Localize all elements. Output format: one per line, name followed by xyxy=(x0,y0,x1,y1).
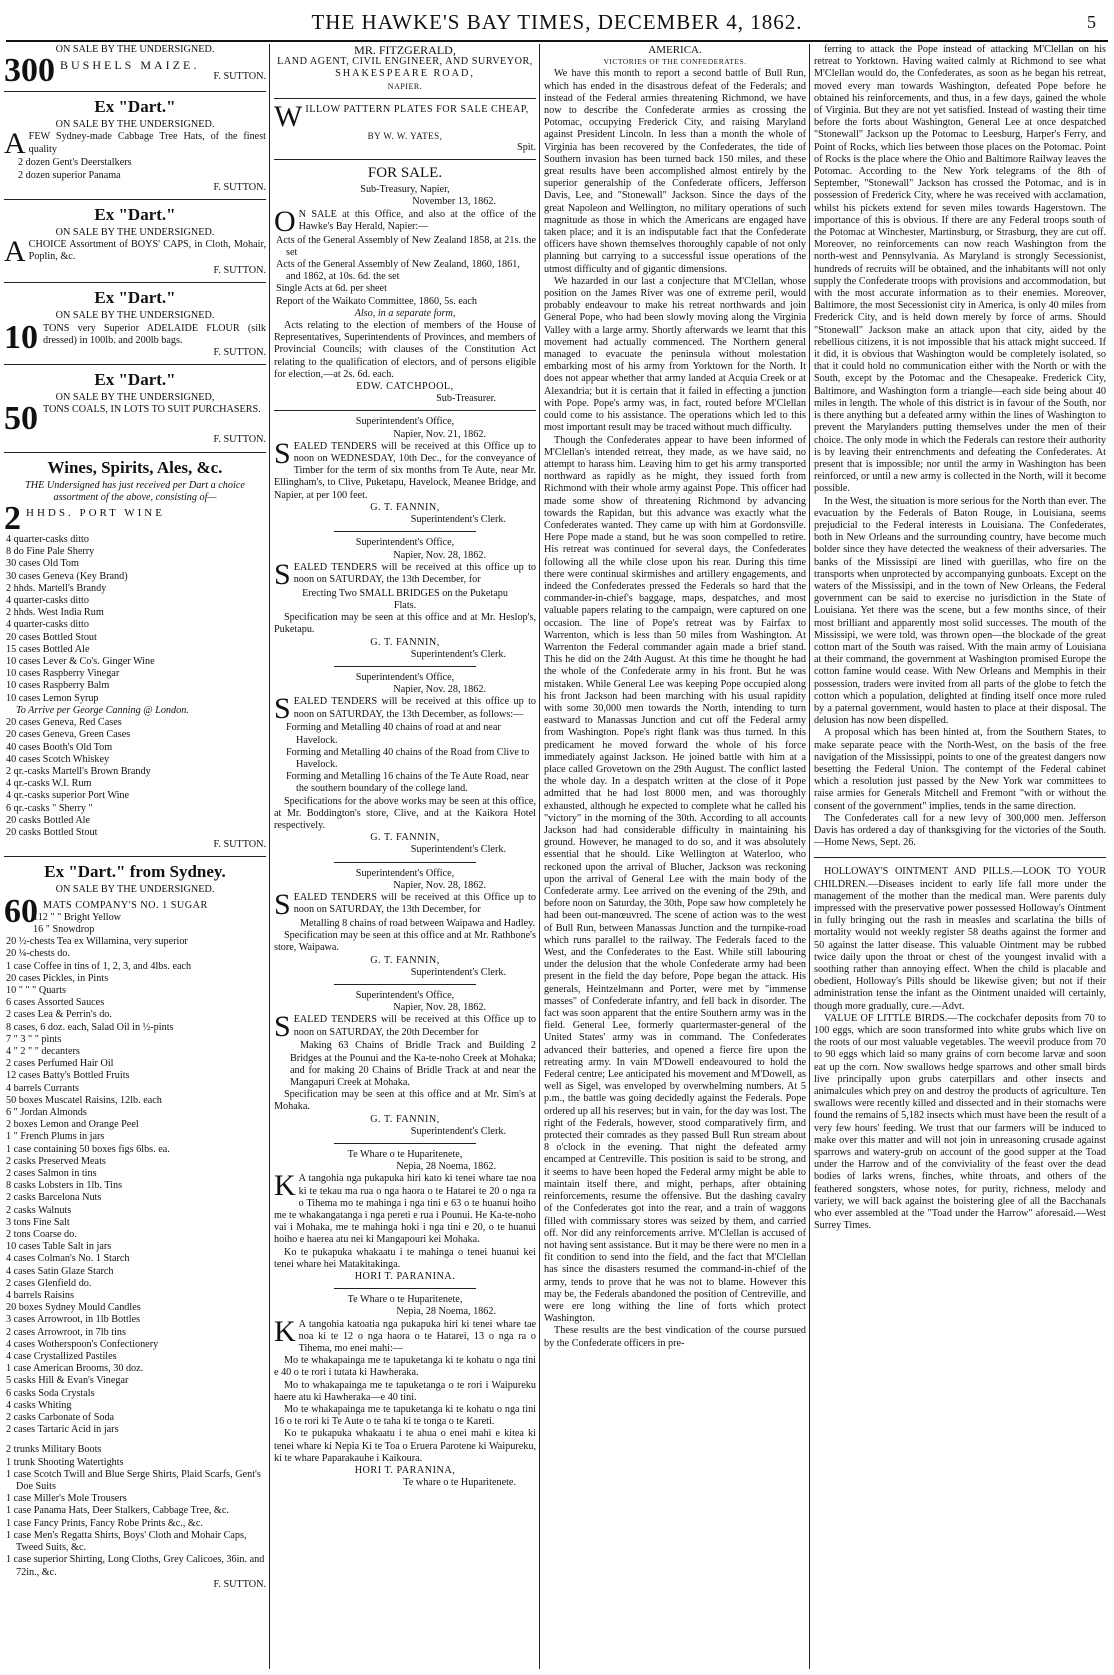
notice-spec: Specification may be seen at this office and at Mr. Rathbone's store, Waipawa. xyxy=(274,930,536,954)
column-3 xyxy=(544,44,806,1669)
notice-title: FOR SALE. xyxy=(367,165,443,182)
ad-header: ON SALE BY THE UNDERSIGNED. xyxy=(55,44,215,55)
ad-item-list xyxy=(4,1444,266,1578)
ad-item: 4 barrels Currants xyxy=(6,1082,79,1094)
drop-cap: A xyxy=(4,235,26,269)
ad-item: 2 casks Walnuts xyxy=(6,1204,72,1216)
ad-item: 20 ¼-chests do. xyxy=(6,948,70,960)
ad-item: 4 cases Colman's No. 1 Starch xyxy=(6,1253,130,1265)
ad-item: 2 cases Salmon in tins xyxy=(6,1168,97,1179)
notice-spec: Specification may be seen at this office and at Mr. Heslop's, Puketapu. xyxy=(274,612,536,636)
notice-body: Erecting Two SMALL BRIDGES on the Puketapu Flats. xyxy=(302,587,508,611)
ad-item: 4 cases Wotherspoon's Confectionery xyxy=(6,1338,159,1350)
ad-item: 40 cases Booth's Old Tom xyxy=(6,741,113,753)
notice-item: Acts of the General Assembly of New Zealand, 1860, 1861, and 1862, at 10s. 6d. the set xyxy=(276,259,520,283)
notice-date: Napier, Nov. 28, 1862. xyxy=(393,684,486,696)
notice-for-sale xyxy=(274,165,536,405)
ad-item: 40 cases Scotch Whiskey xyxy=(6,753,110,765)
ad-maize xyxy=(4,44,266,90)
ad-signature: F. SUTTON. xyxy=(213,71,266,83)
ad-item: 4 quarter-casks ditto xyxy=(6,534,89,546)
ad-item: 6 cases Assorted Sauces xyxy=(6,997,105,1009)
ad-header: ON SALE BY THE UNDERSIGNED. xyxy=(55,310,215,322)
notice-signature: EDW. CATCHPOOL, xyxy=(356,381,454,393)
ad-item: 5 casks Hill & Evan's Vinegar xyxy=(6,1375,129,1387)
ad-flour xyxy=(4,288,266,359)
notice-tender-mohaka xyxy=(274,990,536,1138)
ad-item: 1 case Panama Hats, Deer Stalkers, Cabbage Tree, &c. xyxy=(6,1505,229,1517)
drop-cap: W xyxy=(274,99,303,133)
ad-item: 3 tons Fine Salt xyxy=(6,1216,70,1228)
ad-text: ILLOW PATTERN PLATES FOR SALE CHEAP, xyxy=(305,103,529,115)
drop-cap: K xyxy=(274,1169,296,1203)
ad-item: 1 case Fancy Prints, Fancy Robe Prints &c., &c. xyxy=(6,1517,203,1529)
ad-header: ON SALE BY THE UNDERSIGNED. xyxy=(55,884,215,896)
ad-item: 1 case Men's Regatta Shirts, Boys' Cloth and Mohair Caps, Tweed Suits, &c. xyxy=(6,1529,247,1554)
ad-wines xyxy=(4,458,266,852)
ad-text: CHOICE Assortment of BOYS' CAPS, in Cloth, Mohair, Poplin, &c. xyxy=(28,239,266,263)
ad-item: 3 cases Arrowroot, in 1lb Bottles xyxy=(6,1314,141,1326)
rule xyxy=(4,282,266,283)
ad-item: 30 cases Old Tom xyxy=(6,558,79,570)
notice-body: Metalling 8 chains of road between Waipawa and Hadley. xyxy=(300,917,536,929)
rule xyxy=(334,984,476,985)
ad-item: 20 cases Geneva, Green Cases xyxy=(6,729,131,741)
rule xyxy=(4,452,266,453)
notice-signature: G. T. FANNIN, xyxy=(370,501,440,513)
ad-quantity: 50 xyxy=(4,400,38,438)
notice-text: N SALE at this Office, and also at the office of the Hawke's Bay Herald, Napier:— xyxy=(298,208,536,232)
article-subtitle: VICTORIES OF THE CONFEDERATES. xyxy=(603,57,747,67)
notice-body: Acts relating to the election of members of the House of Representatives, Superintendents of Provinces, and members of Provincial Councils; with clauses of the Constitution Act relating to the qualification of electors, and of persons eligible for election,—at 2s. 6d. each. xyxy=(274,320,536,380)
drop-cap: O xyxy=(274,204,296,238)
notice-office: Superintendent's Office, xyxy=(355,867,455,879)
ad-willow-plates xyxy=(274,99,536,154)
ad-item: 1 case Scotch Twill and Blue Serge Shirts, Plaid Scarfs, Gent's Doe Suits xyxy=(6,1468,261,1493)
column-1 xyxy=(4,44,266,1669)
rule xyxy=(4,199,266,200)
ad-sydney-goods xyxy=(4,862,266,1591)
notice-date: Napier, Nov. 28, 1862. xyxy=(393,879,486,891)
ad-item: 30 cases Geneva (Key Brand) xyxy=(6,570,128,582)
ad-signature: F. SUTTON. xyxy=(213,1578,266,1590)
ad-item: 4 quarter-casks ditto xyxy=(6,595,89,607)
rule xyxy=(334,1143,476,1144)
ad-title: Ex "Dart." xyxy=(94,288,176,308)
page-number: 5 xyxy=(1087,12,1096,32)
ad-hats xyxy=(4,97,266,194)
ad-item: 2 trunks Military Boots xyxy=(6,1444,102,1456)
article-paragraph: Though the Confederates appear to have been informed of M'Clellan's intended retreat, they made, as we have said, no attempt to harass him. Leaving him to get his army transported northward as rapidly as he might, they issued forth from Richmond with their whole army against Pope. This officer had made some show of threatening Richmond by advancing towards the Rapidan, but this advance was exactly what the Confederates wanted. They came up with him at Gordonsville. Here Pope made a stand, but he was soon compelled to retire. His retreat was continued for several days, the Confederates following all the while close upon his rear. During this time there were continual skirmishes and artillery engagements, and indeed the Confederates pressed the Federals so hard that the commander-in-chief's baggage, maps, despatches, and most valuable papers relating to the campaign, were captured on one occasion. The line of Pope's retreat was by Fairfax to Warrenton, which is less than 50 miles from Washington. At Warrenton the Federal commander again made a brief stand. This he did on the 24th August. At this time he thought he had the whole of the Confederate army in his front. But he was mistaken. While General Lee was keeping Pope occupied along his front Jackson had been marching with his usual rapidity with some 30,000 men towards the North, intending to turn eastward to Manassas Junction and cut off the Federal army from Washington. Pope's right flank was thus turned. In this predicament he moved forward the whole of his force immediately against Jackson. He joined battle with him at a place called Grovetown on the 29th August. The conflict lasted the whole day. In a despatch written at the close of it Pope admitted that he had lost 8000 men, and was thoroughly exhausted, although he expected to complete what he called his "victory" in the morning of the 30th. According to all accounts Jackson had had considerable difficulty in maintaining his ground. However, he managed to do so, and it was absolutely essential that he should. Like Wellington at Waterloo, who reckoned upon the arrival of Blucher, Jackson was reckoning upon the arrival of General Lee with the main body of the Confederate army. Lee arrived on the evening of the 29th, and before noon on Saturday, the 30th, Pope saw how completely he had been out-manœuvred. The scene of action was to the west of Bull Run, between Manassas Junction and the turnpike-road which runs parallel to the railway. The Federals faced to the West, and the Confederates to the East. While still labouring under the delusion that the whole Confederate army had been present in the field the day before, Pope began the attack. His generals, Heintzelmann and Porter, were met by "immense masses" of Confederate infantry, and fell back in disorder. The fact was soon apparent that the entire Southern army was in the field. General Lee, formerly quartermaster-general of the United States' army was in command. The Confederates advanced their batteries, and opened a fierce fire upon the retreating army. In vain M'Dowell endeavoured to hold the Federal centre; Lee anticipated his movement and M'Dowell, as well as Sigel, was enveloped by overwhelming numbers. At 5 p.m., the battle was going decidedly against the Federals. Pope ordered up all his reserves; but in vain, for the day was lost. The right of the Federals, however, stood comparatively firm, and protected their comrades as they passed Bull Run stream about 8 o'clock in the evening. That night the defeated army encamped at Centreville. This position is said to be strong, and it seems to have been hoped the Federal army might be able to maintain itself there, and might, perhaps, after obtaining reinforcements, resume the offensive. But the dashing cavalry of the Confederates got into the rear, and a train of waggons filled with commissary stores was seized by them, and carried off. Nor did any reinforcements arrive. M'Clellan is accused of not having sent assistance. But it may be there were no men in a fit condition to send into the field, and the fact that M'Clellan has since the disasters resumed the command-in-chief of the army, tends to prove that he was not to blame. However this may be, the Federals abandoned the position of Centreville, and were ere long withing the line of forts which protect Washington. xyxy=(544,434,806,1325)
item-text: The cockchafer deposits from 70 to 100 eggs, which are soon transformed into white grubs which live on the roots of our most valuable vegetables. The weevil produce from 70 to 90 eggs which laid so many grains of corn become larvæ and soon eat up the corn. Now swallows hedge sparrows and other small birds live principally upon grubs caterpillars and other insects and animalcules which prey on and destroy the products of agriculture. Ten swallows were recently killed and dissected and in their stomachs were found the remains of 5,182 insects which must have been the result of a very few hours' feeding. We trust that our farmers will be induced to make over this matter and will not join in unreasoning crusade against sparrows and watery-grub on account of the good supper at the Toad under the Harrow and of the conviviality of the feast over the dead bodies of larks wrens, finches, white throats, and others of the feathered songsters, whose notes, for purity, richness, melody and variety, we will back against the boistering glee of all the Bacchanals who ever assembled at the "Toad under the Harrow" aforesaid.—West Surrey Times. xyxy=(814,1012,1106,1232)
ad-place: Spit. xyxy=(517,142,536,154)
ad-item: 1 case Coffee in tins of 1, 2, 3, and 4lbs. each xyxy=(6,960,192,972)
rule xyxy=(334,531,476,532)
notice-text: EALED TENDERS will be received at this office up to noon on SATURDAY, the 13th December, for xyxy=(293,561,536,585)
ad-header: ON SALE BY THE UNDERSIGNED, xyxy=(55,392,215,404)
ad-item-list xyxy=(4,717,266,839)
ad-item: 20 cases Pickles, in Pints xyxy=(6,972,109,984)
rule xyxy=(4,364,266,365)
notice-role: Superintendent's Clerk. xyxy=(410,648,506,660)
ad-item: 20 casks Bottled Ale xyxy=(6,814,91,826)
article-paragraph: A proposal which has been hinted at, from the Southern States, to make separate peace with the North-West, on the basis of the free navigation of the Mississippi, points to one of the greatest dangers now besetting the Federal Union. The contempt of the Federal cabinet which a resolution just passed by the New York war committees to raise armies for Generals Mitchell and Fremont "with or without the consent of the government" implies, tends in the same direction. xyxy=(814,727,1106,812)
ad-item: 2 casks Preserved Meats xyxy=(6,1155,106,1167)
notice-date: Nepia, 28 Noema, 1862. xyxy=(396,1306,496,1318)
holloway-advertisement xyxy=(814,866,1106,1012)
article-paragraph: We hazarded in our last a conjecture that M'Clellan, whose position on the James River was one of extreme peril, would probably endeavour to make his retreat northwards and join General Pope, who had been slowly moving along the Virginia Valley with a large army. Shortly afterwards we learnt that this movement had actually commenced. The Northern general managed to evacuate the peninsula without molestation embarking most of his army from Yorktown for the North. It does not appear whether that army landed at Acquia Creek or at Alexandria; but it is certain that it failed in effecting a junction with Pope. Pope's army was, in fact, routed before M'Clellan could come to his assistance. The operations which led to this most important result may be traced without much difficulty. xyxy=(544,275,806,434)
notice-item: Acts of the General Assembly of New Zealand 1858, at 21s. the set xyxy=(276,234,536,258)
ad-item: 8 casks Lobsters in 1lb. Tins xyxy=(6,1180,123,1192)
rule xyxy=(334,1288,476,1289)
little-birds-item xyxy=(814,1013,1106,1233)
ad-item-list xyxy=(4,912,266,1437)
notice-role: Superintendent's Clerk. xyxy=(410,966,506,978)
ad-item: 4 casks Whiting xyxy=(6,1399,72,1411)
notice-item: Mo te whakapainga me te tapuketanga ki te kohatu o nga tini e 40 o te rori i tutata ki Hawheraka. xyxy=(274,1355,536,1379)
article-paragraph: We have this month to report a second battle of Bull Run, which has ended in the disastrous defeat of the Federals; and instead of the Federal armies threatening Richmond, we have now to describe the Confederate armies as crossing the Potomac, occupying Frederick City, and raising Maryland against President Lincoln. In less than a month the whole of Virginia has been recovered by the Confederates, the tide of Southern invasion has been turned back 150 miles, and these great results have been accomplished almost entirely by the superior generalship of the Confederate officers, Jefferson Davis, Lee, and "Stonewall" Jackson. Since the days of the great Napoleon and Wellington, no military operations of such magnitude as those in which the Americans are engaged have taken place; and it is an indisputable fact that the Confederate officers have shown themselves thoroughly capable of not only planning but carrying to a successful issue operations of the utmost difficulty and of gigantic dimensions. xyxy=(544,68,806,275)
ad-item: 2 qr.-casks Martell's Brown Brandy xyxy=(6,765,151,777)
ad-item: 8 cases, 6 doz. each, Salad Oil in ½-pints xyxy=(6,1021,174,1033)
notice-tender-bridges xyxy=(274,537,536,661)
column-divider xyxy=(269,44,270,1669)
notice-item: Single Acts at 6d. per sheet xyxy=(276,283,387,295)
ad-item: 20 ½-chests Tea ex Willamina, very superior xyxy=(6,936,188,948)
notice-role: Superintendent's Clerk. xyxy=(410,514,506,526)
ad-item: 4 quarter-casks ditto xyxy=(6,619,89,631)
notice-place: Sub-Treasury, Napier, xyxy=(360,184,450,196)
notice-tender-waipawa xyxy=(274,868,536,979)
drop-cap: A xyxy=(4,127,26,161)
notice-tender-timber xyxy=(274,416,536,526)
notice-office: Te Whare o te Huparitenete, xyxy=(347,1294,463,1306)
notice-office: Superintendent's Office, xyxy=(355,671,455,683)
ad-by: BY W. W. YATES, xyxy=(367,130,443,141)
ad-signature: F. SUTTON. xyxy=(213,347,266,359)
notice-item: Forming and Metalling 16 chains of the Te Aute Road, near the southern boundary of the college land. xyxy=(286,771,529,795)
ad-item: 1 case American Brooms, 30 doz. xyxy=(6,1363,144,1375)
notice-signature: G. T. FANNIN, xyxy=(370,832,440,844)
article-paragraph: In the West, the situation is more serious for the North than ever. The evacuation by the Federals of Baton Rouge, in Louisiana, seems prejudicial to the Federal interests in Louisiana. The Confederates, both in New Orleans and the surrounding country, have become much bolder since they have detected the weakness of their adversaries. The banks of the Mississipi are lined with guerillas, who fire on the transports when unprotected by accompanying gunboats. Except on the waters of the Mississipi, and in the town of New Orleans, the Federal government can be said to exercise no jurisdiction in the State of Louisiana. Yet there was the scene, but a few months since, of their most brilliant and apparently most solid successes. The mouth of the Mississipi, we were told, was thrown open—the blockade of the great cotton mart of the South was raised. With the main army of Louisiana at their command, the government at Washington promised Europe the cotton famine would cease. With New Orleans and Memphis in their possession, traders were invited from all parts of the globe to fetch the cotton which a population, delighted at finding itself once more ruled by a paternal government, would hasten to place at their disposal. The delusion has now been dispelled. xyxy=(814,495,1106,727)
ad-signature: F. SUTTON. xyxy=(213,434,266,446)
notice-signature: G. T. FANNIN, xyxy=(370,1113,440,1125)
notice-item: Mo te whakapainga me te tapuketanga ki te kohatu o nga tini 16 o te rori ki Te Aute o te taha ki te tonga o te Kareti. xyxy=(274,1404,536,1428)
item-lead: VALUE OF LITTLE BIRDS.— xyxy=(824,1012,958,1024)
newspaper-title: THE HAWKE'S BAY TIMES, DECEMBER 4, 1862. xyxy=(311,10,803,34)
notice-item: Report of the Waikato Committee, 1860, 5s. each xyxy=(276,295,477,307)
article-body xyxy=(544,68,806,1349)
ad-name: MR. FITZGERALD, xyxy=(354,44,456,57)
ad-item: 4 case Crystallized Pastiles xyxy=(6,1351,117,1363)
ad-quantity: 300 xyxy=(4,52,55,90)
ad-item: 10 cases Raspberry Vinegar xyxy=(6,668,120,680)
ad-item: 6 casks Soda Crystals xyxy=(6,1387,95,1399)
ad-item: 20 cases Geneva, Red Cases xyxy=(6,717,122,729)
masthead-rule xyxy=(6,40,1108,42)
ad-text: BUSHELS MAIZE. xyxy=(60,58,200,73)
column-divider xyxy=(809,44,810,1669)
drop-cap: S xyxy=(274,436,291,470)
article-body xyxy=(814,44,1106,849)
notice-office: Superintendent's Office, xyxy=(355,416,455,428)
notice-signature: G. T. FANNIN, xyxy=(370,636,440,648)
ad-item: 1 " French Plums in jars xyxy=(6,1131,105,1143)
notice-role: Superintendent's Clerk. xyxy=(410,1125,506,1137)
rule xyxy=(814,857,1106,858)
ad-header: ON SALE BY THE UNDERSIGNED. xyxy=(55,119,215,131)
ad-first-line: HHDS. PORT WINE xyxy=(26,507,165,520)
notice-office: Te Whare o te Huparitenete, xyxy=(347,1149,463,1161)
ad-first-line: MATS COMPANY'S NO. 1 SUGAR xyxy=(43,899,208,911)
ad-item: 10 cases Table Salt in jars xyxy=(6,1241,112,1253)
notice-item: Ko te pukapuka whakaatu i te ahua o enei mahi e kitea ki tenei whare ki Nepia Ki te Toa o Eruera Parotene ki Waipureku, ki te whare Paparakauhe i Kaikoura. xyxy=(274,1428,536,1464)
notice-date: Nepia, 28 Noema, 1862. xyxy=(396,1161,496,1173)
ad-signature: F. SUTTON. xyxy=(213,839,266,851)
ad-item-list xyxy=(4,534,266,705)
notice-maori-1 xyxy=(274,1149,536,1283)
ad-quantity: 10 xyxy=(4,318,38,356)
ad-item: 2 cases Tartaric Acid in jars xyxy=(6,1424,119,1436)
drop-cap: S xyxy=(274,692,291,726)
ad-item: 6 " Jordan Almonds xyxy=(6,1106,87,1118)
drop-cap: S xyxy=(274,557,291,591)
notice-maori-2 xyxy=(274,1294,536,1489)
notice-date: Napier, Nov. 28, 1862. xyxy=(393,1002,486,1014)
article-paragraph: These results are the best vindication of the course pursued by the Confederate officers in pre- xyxy=(544,1325,806,1349)
notice-text: A tangohia nga pukapuka hiri kato ki tenei whare tae noa ki te tekau ma rua o nga haora o te Hatarei te 20 o nga ra o Tihema mo te mahinga i nga tini e 63 o te huanui hoiho me te whakangatanga i nga pereti e rua i Pounui. He Ka-te-noho vai i Mohaka, me te mahinga hoki i nga tini e 20, o te huanui hoiho e haerea atu nei ki Mangapouri kei Mohaka. xyxy=(274,1173,536,1246)
drop-cap: K xyxy=(274,1314,296,1348)
ad-quantity: 60 xyxy=(4,892,38,930)
ad-title: Ex "Dart." xyxy=(94,370,176,390)
notice-signature: HORI T. PARANINA. xyxy=(354,1271,456,1283)
rule xyxy=(4,91,266,92)
ad-item: 4 qr.-casks superior Port Wine xyxy=(6,790,130,802)
drop-cap: S xyxy=(274,1010,291,1044)
ad-line: 2 dozen Gent's Deerstalkers xyxy=(18,157,132,169)
ad-item: 6 qr.-casks " Sherry " xyxy=(6,802,93,814)
ad-item: 10 cases Lemon Syrup xyxy=(6,692,99,704)
rule xyxy=(274,98,536,99)
notice-text: EALED TENDERS will be received at this Office up to noon on SATURDAY, the 20th December for xyxy=(293,1014,536,1038)
ad-item: 2 casks Barcelona Nuts xyxy=(6,1192,102,1204)
ad-item: 4 qr.-casks W.I. Rum xyxy=(6,778,92,790)
notice-office: Superintendent's Office, xyxy=(355,537,455,549)
ad-item: 1 trunk Shooting Watertights xyxy=(6,1456,124,1468)
ad-profession: LAND AGENT, CIVIL ENGINEER, AND SURVEYOR, xyxy=(277,56,533,68)
notice-body: Making 63 Chains of Bridle Track and Building 2 Bridges at the Pounui and the Ka-te-noho Creek at Mohaka; and for making 20 Chains of Bridle Track at and near the Mangapuri Creek at Mohaka. xyxy=(290,1040,536,1088)
column-4 xyxy=(814,44,1106,1669)
ad-item: 1 case Miller's Mole Trousers xyxy=(6,1493,127,1505)
ad-title: Ex "Dart." from Sydney. xyxy=(44,862,226,882)
notice-text: EALED TENDERS will be received at this Office up to noon on WEDNESDAY, 10th Dec., for the conveyance of Timber for the term of six months from Te Aute, near Mr. Ellingham's, to Clive, Puketapu, Havelock, Meanee Bridge, and Napier, at per 100 feet. xyxy=(274,440,536,501)
ad-item: 8 do Fine Pale Sherry xyxy=(6,546,95,558)
item-text: Diseases incident to early life fall more under the management of the mother than the medical man. Were parents duly impressed with the preservative power possessed Holloway's Ointment in fully bringing out the rash in measles and scarlatina the bills of mortality would not weekly register 58 deaths against the former and 50 against the latter disease. This valuable Ointment may be rubbed twice daily upon the throat or chest of the youngest invalid with a soothing rather than annoying effect. When the child is placable and obedient, Holloway's Pills should be likewise given; but not if their administration tense the infant as the Ointment unaided will certainly, though more gradually, cure.—Advt. xyxy=(814,878,1106,1012)
ad-title: Ex "Dart." xyxy=(94,97,176,117)
notice-tender-roads xyxy=(274,672,536,857)
ad-signature: F. SUTTON. xyxy=(213,265,266,277)
notice-item: Mo to whakapainga me te tapuketanga o te rori i Waipureku haere atu ki Hawheraka—e 40 tini. xyxy=(274,1379,536,1403)
ad-address: SHAKESPEARE ROAD, xyxy=(335,68,475,80)
notice-item: Forming and Metalling 40 chains of road at and near Havelock. xyxy=(286,722,501,746)
notice-spec: Specifications for the above works may be seen at this office, at Mr. Boddington's store, Clive, and at the Kaikora Hotel respectively. xyxy=(274,795,536,831)
ad-item: 1 case containing 50 boxes figs 6lbs. ea. xyxy=(6,1143,170,1155)
ad-item: 50 boxes Muscatel Raisins, 12lb. each xyxy=(6,1094,162,1106)
ad-item: 4 cases Satin Glaze Starch xyxy=(6,1265,114,1277)
ad-item: 2 cases Perfumed Hair Oil xyxy=(6,1058,114,1070)
article-title: AMERICA. xyxy=(648,44,702,56)
ad-item: 2 cases Arrowroot, in 7lb tins xyxy=(6,1326,126,1338)
rule xyxy=(274,159,536,160)
notice-text: EALED TENDERS will be received at this office up to noon on SATURDAY, the 13th December, as follows:— xyxy=(293,696,536,720)
ad-coals xyxy=(4,370,266,446)
notice-office: Superintendent's Office, xyxy=(355,989,455,1001)
masthead xyxy=(0,8,1114,36)
notice-text: A tangohia katoatia nga pukapuka hiri ki tenei whare tae noa ki te 12 o nga haora o te Hatarei, 13 o nga ra o Tihema, mo enei mahi:— xyxy=(298,1318,536,1355)
notice-signature: HORI T. PARANINA, xyxy=(354,1465,456,1477)
ad-item: 10 cases Raspberry Balm xyxy=(6,680,110,692)
notice-text: EALED TENDERS will be received at this Office up to noon on SATURDAY, the 13th December, for xyxy=(293,891,536,916)
rule xyxy=(274,410,536,411)
ad-item: 7 " 3 " " pints xyxy=(6,1033,62,1045)
rule xyxy=(334,666,476,667)
ad-item: 4 barrels Raisins xyxy=(6,1290,74,1302)
ad-item: 4 " 2 " " decanters xyxy=(6,1045,80,1057)
drop-cap: S xyxy=(274,887,291,921)
ad-title: Wines, Spirits, Ales, &c. xyxy=(47,457,223,477)
notice-date: November 13, 1862. xyxy=(412,196,496,208)
ad-header: ON SALE BY THE UNDERSIGNED. xyxy=(55,227,215,239)
ad-item: 2 boxes Lemon and Orange Peel xyxy=(6,1119,139,1131)
column-divider xyxy=(539,44,540,1669)
article-paragraph: ferring to attack the Pope instead of attacking M'Clellan on his retreat to Yorktown. Having waited calmly at Richmond to see what M'Clellan would do, the Confederates, as soon as he began his retreat, moved every man towards Washington, defeated Pope before he obtained his reinforcements, and thus, in a few days, gained the whole of Virginia. But they are not yet satisfied. Instead of wasting their time before the forts about Washington, General Lee at once despatched "Stonewall" Jackson up the Potomac to Leesburg, Harper's Ferry, and Point of Rocks, which lies between those places on the Potomac. Point of Rocks is the place where the Ohio and Baltimore Railway leaves the Potomac. According to the New York telegrams of the 8th of September, "Stonewall" Jackson has crossed the Potomac, and is in possession of Frederick City, where he was received with acclamation, whilst his pickets extend for seven miles towards Hagerstown. The importance of this is obvious. If there are any Federal troops south of the Potomac at Winchester, Martinsburg, or Strasburg, they are cut off. Moreover, no reinforcements can now reach Washington from the north-west and Pennsylvania. As Maryland is strongly Secessionist, hundreds of recruits will be obtained, and the inhabitants will not only supply the Confederate troops with provisions and accommodation, but with the most accurate information as to their enemies. Moreover, Baltimore, the most Secessionist city in America, is only 40 miles from Frederick City, and is held down merely by force of arms. Should "Stonewall" Jackson make an attack upon that city, aided by the rebellious citizens, it is not impossible that his attack might succeed. If it did, it is obvious that Washington would be completely isolated, so that it could hold no communication either with the North or with the South, except by the Potomac and the Chesapeake. Frederick City, Baltimore, and Washington form a triangle—each side being about 40 miles in length. The whole of this district is in favour of the South, nor is there anything but a defeated army within the lines of Washington to prevent the Marylanders putting themselves under the men of their choice. The only mode in which the Federals can restore their authority is by leaving their entrenchments and defeating the Confederates. At present that is impossible; nor until the army in Washington has been reinforced, or until a new army is collected in the North, will it become possible. xyxy=(814,44,1106,495)
ad-town: NAPIER. xyxy=(387,81,423,91)
ad-item: 1 case superior Shirting, Long Cloths, Grey Calicoes, 36in. and 72in., &c. xyxy=(6,1554,265,1578)
rule xyxy=(4,856,266,857)
ad-title: Ex "Dart." xyxy=(94,205,176,225)
ad-item: 2 cases Lea & Perrin's do. xyxy=(6,1009,112,1021)
ad-fitzgerald xyxy=(274,44,536,93)
notice-role: Te whare o te Huparitenete. xyxy=(403,1477,516,1489)
ad-line: 2 dozen superior Panama xyxy=(18,169,121,181)
notice-subhead: Also, in a separate form, xyxy=(354,307,456,319)
ad-arrival-note: To Arrive per George Canning @ London. xyxy=(16,704,189,716)
article-paragraph: The Confederates call for a new levy of 300,000 men. Jefferson Davis has ordered a day of thanksgiving for the victories of the South.—Home News, Sept. 26. xyxy=(814,812,1106,849)
rule xyxy=(334,862,476,863)
notice-role: Superintendent's Clerk. xyxy=(410,844,506,856)
ad-text: TONS very Superior ADELAIDE FLOUR (silk dressed) in 100lb. and 200lb bags. xyxy=(43,322,266,346)
item-lead: HOLLOWAY'S OINTMENT AND PILLS.—LOOK TO YOUR CHILDREN.— xyxy=(814,866,1106,890)
ad-caps xyxy=(4,205,266,277)
ad-signature: F. SUTTON. xyxy=(213,181,266,193)
notice-body: Ko te pukapuka whakaatu i te mahinga o tenei huanui kei tenei whare hei Matakitakinga. xyxy=(274,1246,536,1270)
ad-item: 2 cases Glenfield do. xyxy=(6,1277,92,1289)
ad-item: 112 " " Bright Yellow xyxy=(33,911,122,923)
notice-item: Forming and Metalling 40 chains of the Road from Clive to Havelock. xyxy=(286,746,530,770)
ad-quantity: 2 xyxy=(4,500,21,538)
ad-item: 2 tons Coarse do. xyxy=(6,1229,77,1241)
ad-item: 20 casks Bottled Stout xyxy=(6,826,98,838)
ad-item: 16 " Snowdrop xyxy=(33,923,95,935)
ad-item: 20 cases Bottled Stout xyxy=(6,631,97,643)
ad-item: 2 hhds. Martell's Brandy xyxy=(6,582,107,594)
ad-intro: THE Undersigned has just received per Dart a choice assortment of the above, consisting of— xyxy=(25,479,245,503)
ad-item: 10 " " " Quarts xyxy=(6,984,67,996)
notice-date: Napier, Nov. 28, 1862. xyxy=(393,549,486,561)
notice-signature: G. T. FANNIN, xyxy=(370,954,440,966)
ad-item: 10 cases Lever & Co's. Ginger Wine xyxy=(6,656,155,668)
ad-item: 15 cases Bottled Ale xyxy=(6,643,90,655)
notice-role: Sub-Treasurer. xyxy=(436,393,496,405)
ad-item: 12 cases Batty's Bottled Fruits xyxy=(6,1070,130,1082)
ad-text: TONS COALS, IN LOTS TO SUIT PURCHASERS. xyxy=(43,404,261,416)
ad-item: 20 boxes Sydney Mould Candles xyxy=(6,1302,141,1314)
ad-text: FEW Sydney-made Cabbage Tree Hats, of the finest quality xyxy=(28,131,266,155)
notice-date: Napier, Nov. 21, 1862. xyxy=(393,428,486,440)
notice-spec: Specification may be seen at this office and at Mr. Sim's at Mohaka. xyxy=(274,1089,536,1113)
ad-item: 2 hhds. West India Rum xyxy=(6,607,104,619)
column-2 xyxy=(274,44,536,1669)
ad-item: 2 casks Carbonate of Soda xyxy=(6,1412,115,1424)
